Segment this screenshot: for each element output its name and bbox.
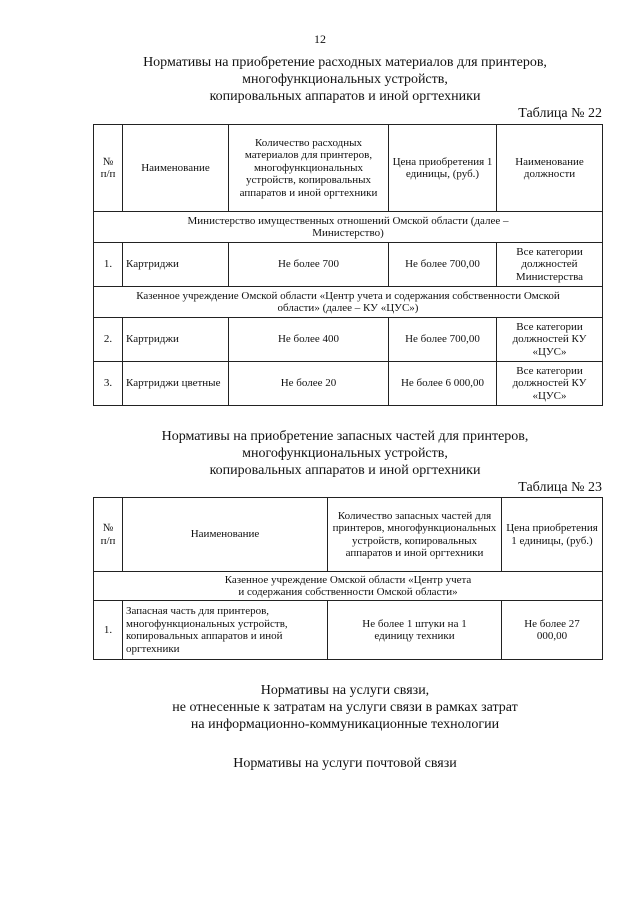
- table-22-label: Таблица № 22: [518, 106, 602, 121]
- row-quantity: Не более 400: [229, 318, 389, 362]
- title-line: Нормативы на услуги связи,: [260, 683, 430, 698]
- table-row: [94, 362, 603, 406]
- title-line: многофункциональных устройств,: [242, 72, 448, 87]
- table-header-row: [94, 125, 603, 212]
- row-position: Все категории должностей Министерства: [497, 243, 603, 287]
- table-23: [93, 497, 603, 660]
- title-line: многофункциональных устройств,: [242, 446, 448, 461]
- group-kuts: Казенное учреждение Омской области «Центр учета и содержания собственности Омской области»: [94, 572, 603, 601]
- header-position: Наименование должности: [497, 125, 603, 212]
- row-quantity: Не более 700: [229, 243, 389, 287]
- title-line: Нормативы на приобретение запасных частей для принтеров,: [161, 429, 529, 444]
- row-number: 2.: [94, 318, 123, 362]
- table-23-label: Таблица № 23: [518, 480, 602, 495]
- header-number: № п/п: [94, 125, 123, 212]
- group-ministry: Министерство имущественных отношений Омской области (далее – Министерство): [94, 212, 603, 243]
- table-row: [94, 318, 603, 362]
- row-position: Все категории должностей КУ «ЦУС»: [497, 362, 603, 406]
- header-price: Цена приобретения 1 единицы, (руб.): [502, 498, 603, 572]
- row-price: Не более 6 000,00: [389, 362, 497, 406]
- header-number: № п/п: [94, 498, 123, 572]
- row-number: 3.: [94, 362, 123, 406]
- row-name: Запасная часть для принтеров, многофункциональных устройств, копировальных аппаратов и иной оргтехники: [123, 601, 328, 660]
- row-price: Не более 700,00: [389, 243, 497, 287]
- group-row: [94, 287, 603, 318]
- table-row: [94, 601, 603, 660]
- row-name: Картриджи: [123, 318, 229, 362]
- page-number: 12: [314, 32, 326, 46]
- row-quantity: Не более 1 штуки на 1 единицу техники: [328, 601, 502, 660]
- row-quantity: Не более 20: [229, 362, 389, 406]
- row-price: Не более 27 000,00: [502, 601, 603, 660]
- row-name: Картриджи: [123, 243, 229, 287]
- section-title-postal: Нормативы на услуги почтовой связи: [233, 756, 457, 771]
- group-kuts: Казенное учреждение Омской области «Центр учета и содержания собственности Омской области» (далее – КУ «ЦУС»): [94, 287, 603, 318]
- row-name: Картриджи цветные: [123, 362, 229, 406]
- section-title-consumables: [60, 54, 630, 105]
- title-line: Нормативы на приобретение расходных материалов для принтеров,: [143, 55, 547, 70]
- row-price: Не более 700,00: [389, 318, 497, 362]
- header-price: Цена приобретения 1 единицы, (руб.): [389, 125, 497, 212]
- title-line: копировальных аппаратов и иной оргтехники: [209, 89, 481, 104]
- table-row: [94, 243, 603, 287]
- table-header-row: [94, 498, 603, 572]
- group-row: [94, 572, 603, 601]
- row-position: Все категории должностей КУ «ЦУС»: [497, 318, 603, 362]
- row-number: 1.: [94, 601, 123, 660]
- row-number: 1.: [94, 243, 123, 287]
- header-quantity: Количество запасных частей для принтеров, многофункциональных устройств, копировальных аппаратов и иной оргтехники: [328, 498, 502, 572]
- header-quantity: Количество расходных материалов для принтеров, многофункциональных устройств, копировальных аппаратов и иной оргтехники: [229, 125, 389, 212]
- table-22: [93, 124, 603, 406]
- header-name: Наименование: [123, 125, 229, 212]
- group-row: [94, 212, 603, 243]
- header-name: Наименование: [123, 498, 328, 572]
- title-line: на информационно-коммуникационные технологии: [190, 717, 500, 732]
- section-title-spare-parts: [60, 428, 630, 479]
- section-title-communication: [60, 682, 630, 733]
- title-line: копировальных аппаратов и иной оргтехники: [209, 463, 481, 478]
- title-line: не отнесенные к затратам на услуги связи в рамках затрат: [172, 700, 518, 715]
